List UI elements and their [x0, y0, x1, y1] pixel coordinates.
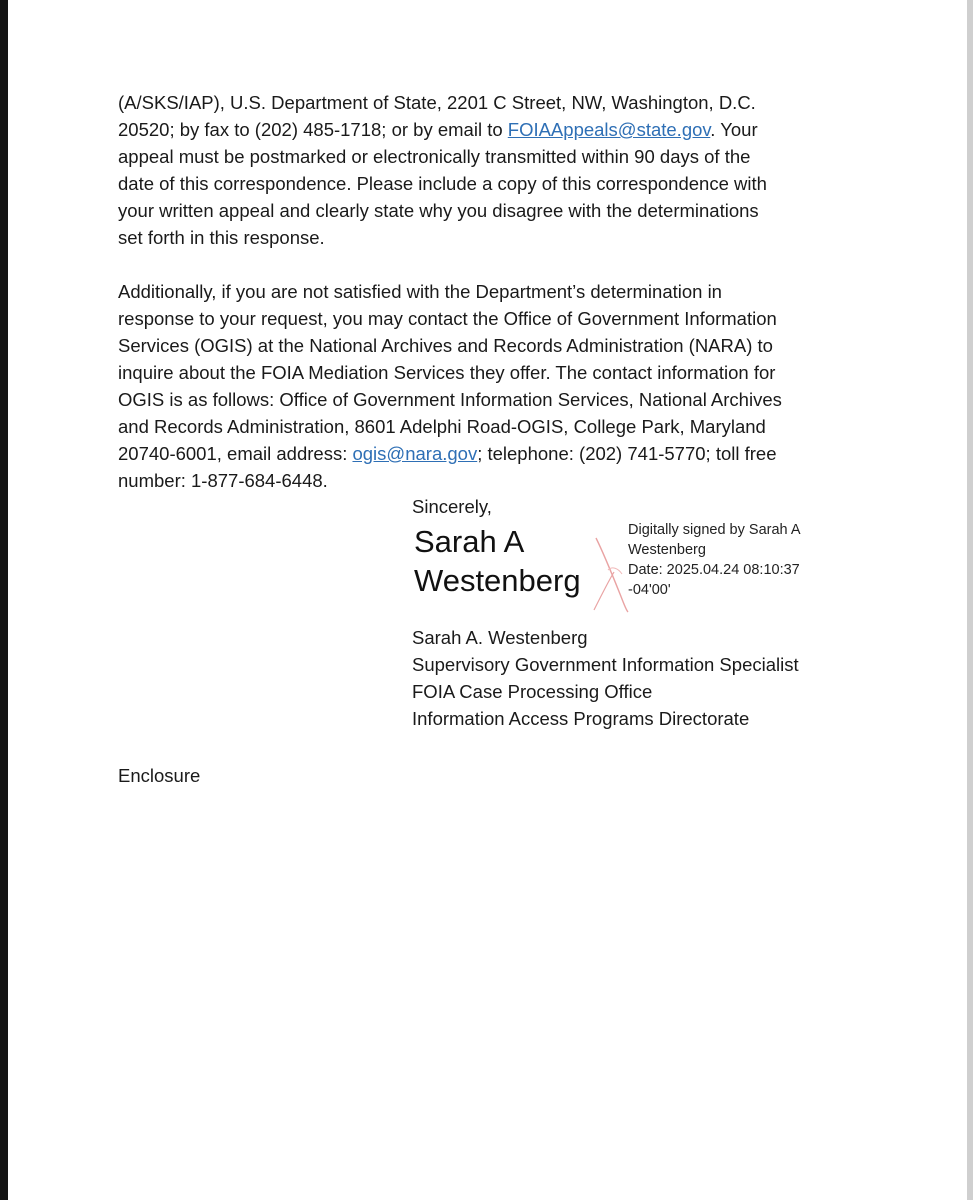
ogis-line: response to your request, you may contact the Office of Government Information	[118, 308, 777, 329]
appeal-line	[118, 116, 878, 143]
closing-salutation: Sincerely,	[412, 496, 492, 517]
ogis-line: inquire about the FOIA Mediation Services they offer. The contact information for	[118, 362, 776, 383]
ogis-line: Services (OGIS) at the National Archives and Records Administration (NARA) to	[118, 335, 773, 356]
stamp-line: Westenberg	[628, 542, 706, 558]
signature-stamp	[628, 520, 848, 600]
ogis-line: and Records Administration, 8601 Adelphi Road-OGIS, College Park, Maryland	[118, 416, 766, 437]
viewer-right-edge	[967, 0, 973, 1200]
signer-name: Sarah A. Westenberg	[412, 627, 588, 648]
ogis-paragraph	[118, 278, 878, 494]
viewer-left-edge	[0, 0, 8, 1200]
digital-signature[interactable]	[412, 520, 892, 602]
stamp-line: -04'00'	[628, 582, 671, 598]
ogis-line	[118, 440, 878, 467]
ogis-email-link[interactable]: ogis@nara.gov	[352, 443, 478, 464]
signer-details	[412, 624, 892, 732]
signed-name-last: Westenberg	[414, 563, 581, 598]
appeal-line-text: 20520; by fax to (202) 485-1718; or by email to	[118, 119, 508, 140]
ogis-line-text: 20740-6001, email address:	[118, 443, 353, 464]
appeal-line: (A/SKS/IAP), U.S. Department of State, 2201 C Street, NW, Washington, D.C.	[118, 92, 756, 113]
appeal-line: date of this correspondence. Please include a copy of this correspondence with	[118, 173, 767, 194]
signer-office: FOIA Case Processing Office	[412, 681, 653, 702]
appeal-line: set forth in this response.	[118, 227, 325, 248]
signature-block	[412, 493, 892, 732]
signed-name	[414, 522, 581, 600]
ogis-line: OGIS is as follows: Office of Government Information Services, National Archives	[118, 389, 782, 410]
foia-appeals-email-link[interactable]: FOIAAppeals@state.gov	[507, 119, 711, 140]
signed-name-first: Sarah A	[414, 524, 525, 559]
letter-body	[118, 89, 878, 494]
stamp-line: Date: 2025.04.24 08:10:37	[628, 562, 800, 578]
paragraph-gap	[118, 251, 878, 278]
appeal-line-text: . Your	[710, 119, 758, 140]
ogis-line: number: 1-877-684-6448.	[118, 470, 328, 491]
appeal-line: appeal must be postmarked or electronically transmitted within 90 days of the	[118, 146, 751, 167]
appeal-paragraph	[118, 89, 878, 251]
signer-title: Supervisory Government Information Specialist	[412, 654, 799, 675]
ogis-line: Additionally, if you are not satisfied with the Department’s determination in	[118, 281, 722, 302]
appeal-line: your written appeal and clearly state why you disagree with the determinations	[118, 200, 759, 221]
enclosure-label: Enclosure	[118, 765, 201, 786]
stamp-line: Digitally signed by Sarah A	[628, 522, 801, 538]
signature-mark-icon	[590, 534, 630, 614]
ogis-line-text: ; telephone: (202) 741-5770; toll free	[477, 443, 777, 464]
signer-directorate: Information Access Programs Directorate	[412, 708, 750, 729]
